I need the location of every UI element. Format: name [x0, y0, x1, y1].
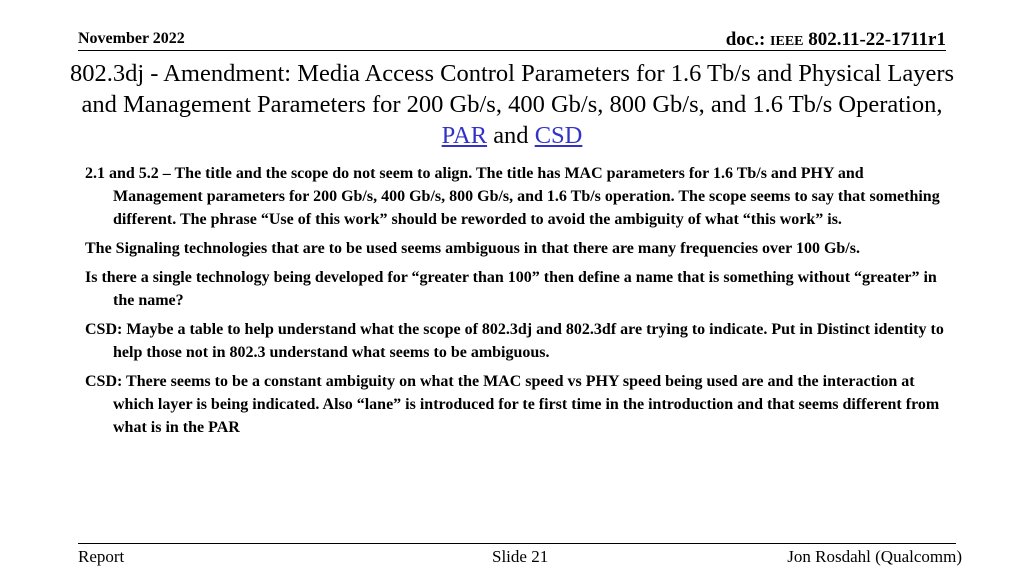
comment-paragraph: 2.1 and 5.2 – The title and the scope do not seem to align. The title has MAC parameters for 1.6 Tb/s and PHY and Management parameters for 200 Gb/s, 400 Gb/s, 800 Gb/s, and 1.6 Tb/s operation. The scope seems to say that something different. The phrase “Use of this work” should be reworded to avoid the ambiguity of what “this work” is. [85, 165, 940, 228]
header-date: November 2022 [78, 30, 185, 47]
slide-body [85, 162, 955, 445]
title-connector: and [487, 122, 535, 149]
document-number [726, 29, 946, 51]
comment-paragraph: Is there a single technology being developed for “greater than 100” then define a name that is something without “greater” in the name? [85, 269, 937, 309]
footer-divider [78, 543, 956, 544]
header-divider [78, 50, 946, 51]
comment-paragraph: The Signaling technologies that are to be used seems ambiguous in that there are many frequencies over 100 Gb/s. [85, 240, 860, 257]
comment-paragraph: CSD: There seems to be a constant ambiguity on what the MAC speed vs PHY speed being used are and the interaction at which layer is being indicated. Also “lane” is introduced for te first time in the introduction and that seems different from what is in the PAR [85, 373, 940, 436]
doc-org: IEEE [770, 34, 804, 49]
par-link[interactable]: PAR [441, 122, 488, 149]
comment-paragraph: CSD: Maybe a table to help understand what the scope of 802.3dj and 802.3df are trying to indicate. Put in Distinct identity to help those not in 802.3 understand what seems to be ambiguous. [85, 321, 944, 361]
csd-link[interactable]: CSD [534, 122, 583, 149]
footer-report: Report [78, 547, 125, 566]
slide-number: Slide 21 [492, 547, 549, 566]
slide-title [60, 58, 964, 151]
doc-number: 802.11-22-1711r1 [803, 29, 946, 50]
slide-title-text: 802.3dj - Amendment: Media Access Control Parameters for 1.6 Tb/s and Physical Layers and Management Parameters for 200 Gb/s, 400 Gb/s, 800 Gb/s, and 1.6 Tb/s Operation, [69, 60, 955, 118]
doc-prefix: doc.: [725, 29, 771, 50]
footer-author: Jon Rosdahl (Qualcomm) [787, 547, 962, 566]
